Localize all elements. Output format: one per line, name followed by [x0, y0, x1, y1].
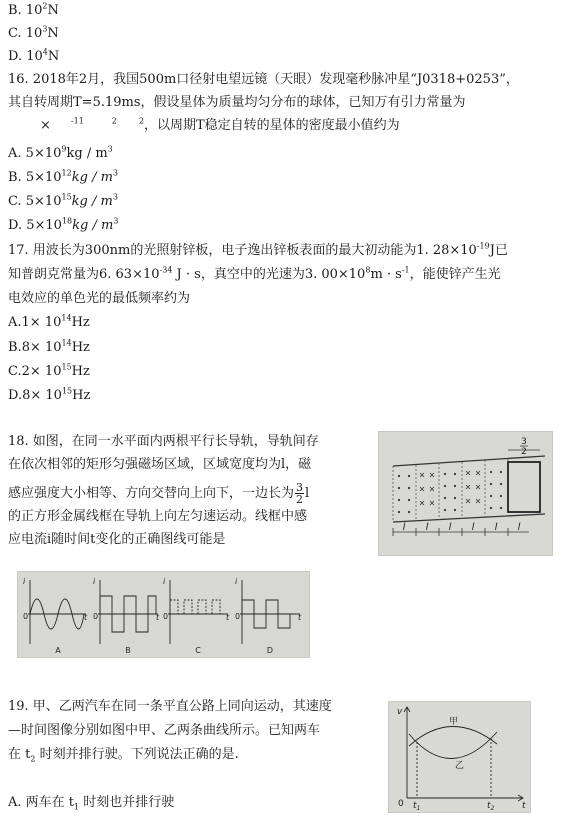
graph-label-d: D — [266, 646, 274, 655]
axis-i-d: i — [235, 577, 238, 586]
axis-t: t — [522, 801, 526, 811]
q16-option-c: C. $5\times 10^{15}kg / m^3$ — [8, 192, 118, 209]
q17-line3: 电效应的单色光的最低频率约为 — [8, 291, 191, 306]
q17-option-a: $A.1\times 10^{14}Hz$ — [8, 313, 90, 330]
q17-line2: 知普朗克常量为6. $63\times 10^{-34}$ J · s，真空中的光速为3. $00\times 10^8m \cdot s^{-1}$，能使锌产生光 — [8, 265, 501, 282]
origin-d: 0 — [235, 612, 241, 621]
axis-v: v — [397, 707, 403, 717]
axis-i-b: i — [93, 577, 96, 586]
fig-frac-num: 3 — [521, 437, 527, 447]
q16-option-b: B. $5\times 10^{12}kg / m^3$ — [8, 168, 118, 185]
option-b-prev: B. $10^2N$ — [8, 1, 59, 18]
q18-line4: 的正方形金属线框在导轨上向左匀速运动。线框中感 — [8, 509, 308, 524]
q17-line1: 17. 用波长为300nm的光照射锌板，电子逸出锌板表面的最大初动能为1. $28\times 10^{-19}J$已 — [8, 241, 508, 258]
q16-line3: × $^{-11}$ $^2$ $^2$，以周期T稳定自转的星体的密度最小值约为 — [40, 116, 400, 133]
seg-label: l — [402, 522, 406, 533]
q16-option-a: A. $5\times 10^9kg / m^3$ — [8, 144, 113, 161]
axis-t-d: t — [298, 613, 302, 622]
axis-t-a: t — [84, 613, 88, 622]
fraction-three-halves: $\frac{3}{2}$ — [296, 481, 304, 506]
origin-o: 0 — [398, 799, 404, 809]
seg-label: l — [517, 522, 521, 533]
label-yi: 乙 — [455, 761, 465, 771]
graph-label-b: B — [125, 646, 131, 655]
seg-label: l — [494, 522, 498, 533]
graph-label-c: C — [195, 646, 201, 655]
q18-line2: 在依次相邻的矩形匀强磁场区域，区域宽度均为l，磁 — [8, 457, 312, 472]
seg-label: l — [448, 522, 452, 533]
q18-line3: 感应强度大小相等、方向交替向上向下，一边长为 $\frac{3}{2}$ l — [8, 481, 310, 506]
seg-label: l — [471, 522, 475, 533]
graph-label-a: A — [55, 646, 61, 655]
fig-frac-den: 2 — [521, 447, 527, 457]
q16-option-d: D. $5\times 10^{18}kg / m^3$ — [8, 216, 119, 233]
q17-option-b: $B.8\times 10^{14}Hz$ — [8, 338, 90, 355]
label-t1: $t_1$ — [413, 801, 421, 812]
option-d-prev: D. $10^4N$ — [8, 47, 60, 64]
origin-a: 0 — [23, 612, 29, 621]
q16-line1: 16. 2018年2月，我国500m口径射电望远镜（天眼）发现毫秒脉冲星“J0318+0253”， — [8, 72, 519, 87]
label-jia: 甲 — [449, 717, 459, 727]
axis-t-b: t — [156, 613, 160, 622]
q18-line5: 应电流i随时间t变化的正确图线可能是 — [8, 532, 226, 547]
axis-t-c: t — [226, 613, 230, 622]
q18-field-figure — [378, 431, 553, 556]
origin-c: 0 — [163, 612, 169, 621]
seg-label: l — [425, 522, 429, 533]
q19-line1: 19. 甲、乙两汽车在同一条平直公路上同向运动，其速度 — [8, 699, 332, 714]
q18-line1: 18. 如图，在同一水平面内两根平行长导轨，导轨间存 — [8, 434, 319, 449]
axis-i-a: i — [23, 577, 26, 586]
q19-line3: 在 $t_2$ 时刻并排行驶。下列说法正确的是. — [8, 747, 239, 764]
q19-option-a: A. 两车在 $t_1$ 时刻也并排行驶 — [8, 795, 175, 812]
label-t2: $t_2$ — [487, 801, 495, 812]
axis-i-c: i — [163, 577, 166, 586]
q19-vt-figure — [388, 701, 531, 813]
q16-line2: 其自转周期T=5.19ms，假设星体为质量均匀分布的球体，已知万有引力常量为 — [8, 95, 466, 110]
q19-line2: —时间图像分别如图中甲、乙两条曲线所示。已知两车 — [8, 723, 321, 738]
origin-b: 0 — [93, 612, 99, 621]
q18-answer-graphs — [17, 571, 310, 658]
option-c-prev: C. $10^3N$ — [8, 24, 59, 41]
q17-option-d: $D.8\times 10^{15}Hz$ — [8, 386, 91, 403]
q17-option-c: $C.2\times 10^{15}Hz$ — [8, 362, 90, 379]
